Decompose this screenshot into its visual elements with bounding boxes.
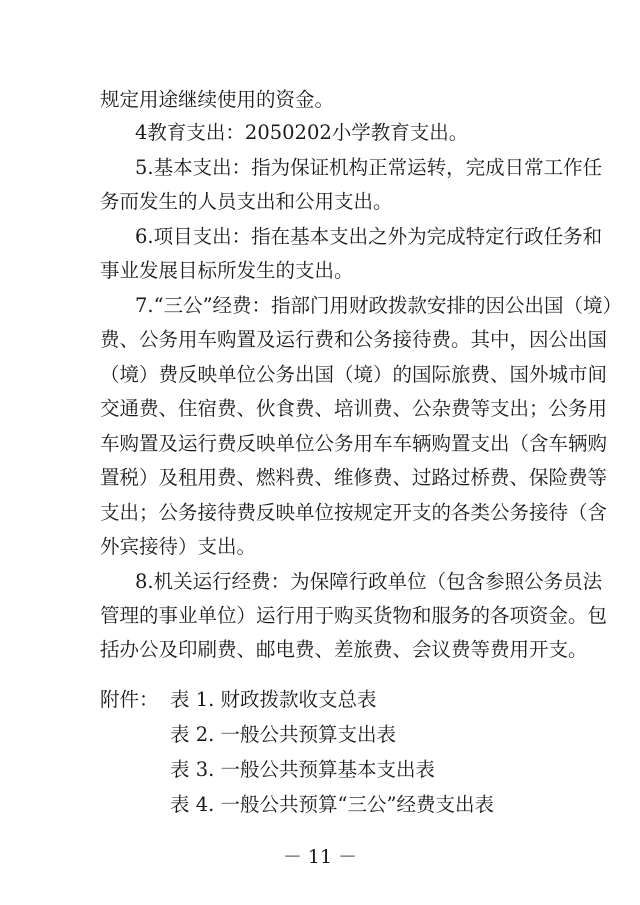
paragraph-line: 支出；公务接待费反映单位按规定开支的各类公务接待（含 bbox=[100, 501, 608, 524]
paragraph-line: 括办公及印刷费、邮电费、差旅费、会议费等费用开支。 bbox=[100, 638, 588, 661]
paragraph-line: 7.“三公”经费：指部门用财政拨款安排的因公出国（境） bbox=[135, 294, 623, 317]
paragraph-line: （境）费反映单位公务出国（境）的国际旅费、国外城市间 bbox=[100, 363, 608, 386]
attachment-item: 表 3. 一般公共预算基本支出表 bbox=[170, 758, 436, 781]
paragraph-line: 置税）及租用费、燃料费、维修费、过路过桥费、保险费等 bbox=[100, 466, 608, 489]
page-number: － 11 － bbox=[282, 846, 358, 868]
attachment-item: 表 4. 一般公共预算“三公”经费支出表 bbox=[170, 793, 494, 816]
attachment-item: 表 1. 财政拨款收支总表 bbox=[170, 688, 377, 711]
paragraph-line: 务而发生的人员支出和公用支出。 bbox=[100, 190, 393, 213]
paragraph-line: 5.基本支出：指为保证机构正常运转，完成日常工作任 bbox=[135, 156, 603, 179]
attachment-item: 表 2. 一般公共预算支出表 bbox=[170, 723, 397, 746]
attachments-label: 附件： bbox=[100, 688, 159, 711]
paragraph-line: 8.机关运行经费：为保障行政单位（包含参照公务员法 bbox=[135, 570, 603, 593]
paragraph-line: 车购置及运行费反映单位公务用车车辆购置支出（含车辆购 bbox=[100, 432, 608, 455]
paragraph-line: 事业发展目标所发生的支出。 bbox=[100, 259, 354, 282]
paragraph-line: 费、公务用车购置及运行费和公务接待费。其中，因公出国 bbox=[100, 328, 608, 351]
paragraph-line: 外宾接待）支出。 bbox=[100, 535, 257, 558]
paragraph-line: 4教育支出：2050202小学教育支出。 bbox=[135, 121, 469, 144]
paragraph-line: 管理的事业单位）运行用于购买货物和服务的各项资金。包 bbox=[100, 604, 608, 627]
paragraph-line: 6.项目支出：指在基本支出之外为完成特定行政任务和 bbox=[135, 225, 603, 248]
paragraph-line: 规定用途继续使用的资金。 bbox=[100, 88, 335, 111]
paragraph-line: 交通费、住宿费、伙食费、培训费、公杂费等支出；公务用 bbox=[100, 397, 608, 420]
